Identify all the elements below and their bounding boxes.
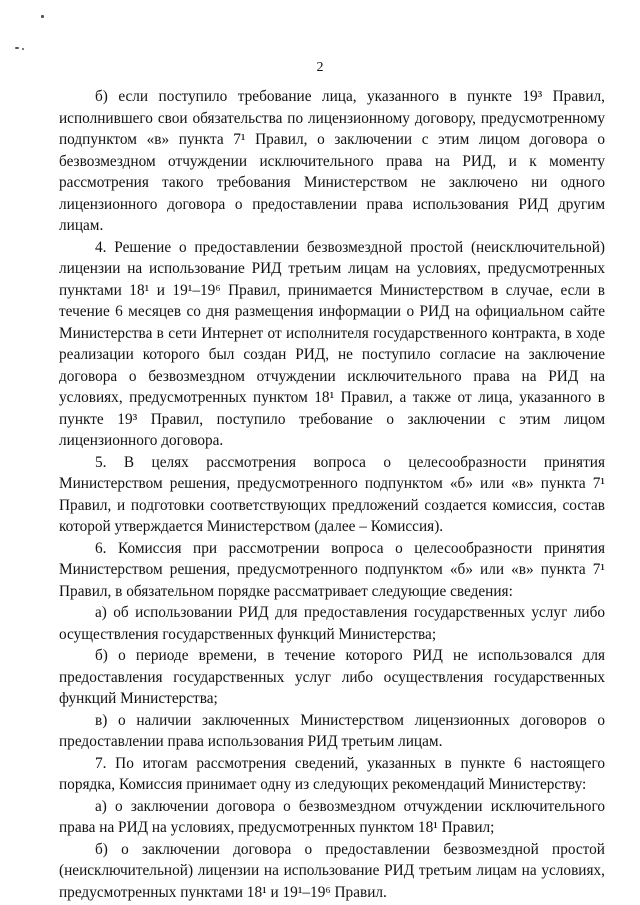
paragraph-6: 6. Комиссия при рассмотрении вопроса о целесообразности принятия Министерством решения, предусмотренного подпунктом «б» или «в» пункта 7¹ Правил, в обязательном порядке рассматривает следующие сведения: [59,539,605,600]
scan-speck [22,48,24,50]
scan-speck [41,15,44,18]
paragraph-7b: б) о заключении договора о предоставлении безвозмездной простой (неисключительной) лицензии на использование РИД третьим лицам на условиях, предусмотренных пунктами 18¹ и 19¹–19⁶ Правил. [59,840,605,901]
paragraph-6v: в) о наличии заключенных Министерством лицензионных договоров о предоставлении права использования РИД третьим лицам. [59,711,605,750]
paragraph-6b: б) о периоде времени, в течение которого РИД не использовался для предоставления государственных услуг либо осуществления государственных функций Министерства; [59,647,605,707]
paragraph-7: 7. По итогам рассмотрения сведений, указанных в пункте 6 настоящего порядка, Комиссия принимает одну из следующих рекомендаций Министерству: [59,754,605,793]
paragraph-4: 4. Решение о предоставлении безвозмездной простой (неисключительной) лицензии на использование РИД третьим лицам на условиях, предусмотренных пунктами 18¹ и 19¹–19⁶ Правил, принимается Министерством в случае, если в течение 6 месяцев со дня размещения информации о РИД на официальном сайте Министерства в сети Интернет от исполнителя государственного контракта, в ходе реализации которого был создан РИД, не поступило согласие на заключение договора о безвозмездном отчуждении исключительного права на РИД на условиях, предусмотренных пунктом 18¹ Правил, а также от лица, указанного в пункте 19³ Правил, поступило требование о заключении с этим лицом лицензионного договора. [59,238,605,449]
paragraph-6a: а) об использовании РИД для предоставления государственных услуг либо осуществления государственных функций Министерства; [59,604,605,643]
scan-speck [15,47,19,49]
paragraph-3b: б) если поступило требование лица, указанного в пункте 19³ Правил, исполнившего свои обязательства по лицензионному договору, предусмотренному подпунктом «в» пункта 7¹ Правил, о заключении с этим лицом договора о безвозмездном отчуждении исключительного права на РИД, и к моменту рассмотрения такого требования Министерством не заключено ни одного лицензионного договора о предоставлении права использования РИД другим лицам. [59,88,605,234]
page-number: 2 [316,60,324,75]
paragraph-7a: а) о заключении договора о безвозмездном отчуждении исключительного права на РИД на условиях, предусмотренных пунктом 18¹ Правил; [59,797,605,836]
document-body [59,86,605,903]
paragraph-5: 5. В целях рассмотрения вопроса о целесообразности принятия Министерством решения, предусмотренного подпунктом «б» или «в» пункта 7¹ Правил, и подготовки соответствующих предложений создается комиссия, состав которой утверждается Министерством (далее – Комиссия). [59,453,605,535]
